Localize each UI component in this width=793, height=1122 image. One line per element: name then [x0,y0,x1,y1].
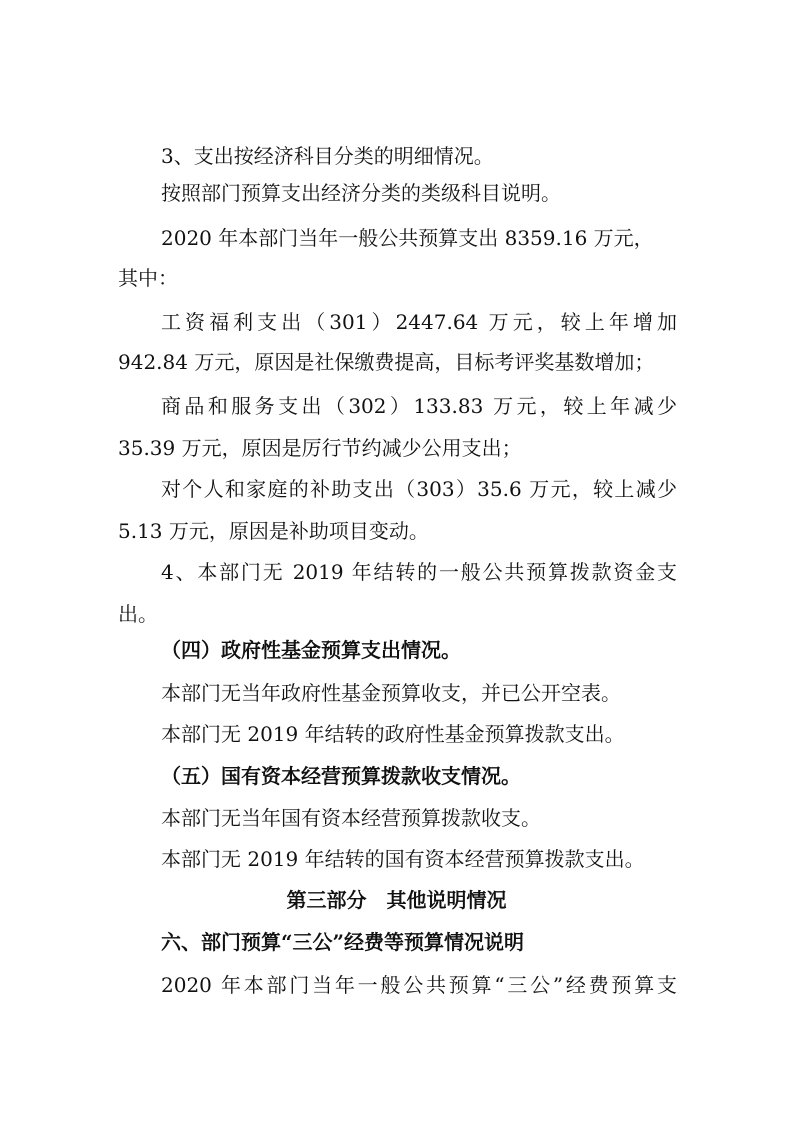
paragraph-line: 本部门无当年国有资本经营预算拨款收支。 [161,806,541,830]
paragraph-line: 出。 [118,602,158,626]
paragraph-line: 对个人和家庭的补助支出（303）35.6 万元，较上减少 [161,477,677,501]
paragraph-line: 2020 年本部门当年一般公共预算“三公”经费预算支 [161,973,677,997]
paragraph-line: 2020 年本部门当年一般公共预算支出 8359.16 万元， [161,226,654,250]
paragraph-line: 本部门无 2019 年结转的国有资本经营预算拨款支出。 [161,847,645,871]
paragraph-line: 4、本部门无 2019 年结转的一般公共预算拨款资金支 [161,560,677,584]
section-heading: （四）政府性基金预算支出情况。 [161,638,461,662]
paragraph-line: 942.84 万元，原因是社保缴费提高，目标考评奖基数增加； [118,350,655,374]
paragraph-line: 5.13 万元，原因是补助项目变动。 [118,519,429,543]
paragraph-line: 按照部门预算支出经济分类的类级科目说明。 [161,181,561,205]
paragraph-line: 35.39 万元，原因是厉行节约减少公用支出； [118,436,522,460]
paragraph-line: 其中： [118,266,178,290]
paragraph-line: 3、支出按经济科目分类的明细情况。 [161,144,494,168]
section-heading: 六、部门预算“三公”经费等预算情况说明 [161,930,525,954]
paragraph-line: 商品和服务支出（302）133.83 万元，较上年减少 [161,394,677,418]
part-heading: 第三部分 其他说明情况 [286,888,507,912]
section-heading: （五）国有资本经营预算拨款收支情况。 [161,764,521,788]
paragraph-line: 本部门无 2019 年结转的政府性基金预算拨款支出。 [161,722,625,746]
paragraph-line: 本部门无当年政府性基金预算收支，并已公开空表。 [161,681,621,705]
paragraph-line: 工资福利支出（301）2447.64 万元，较上年增加 [161,310,677,334]
